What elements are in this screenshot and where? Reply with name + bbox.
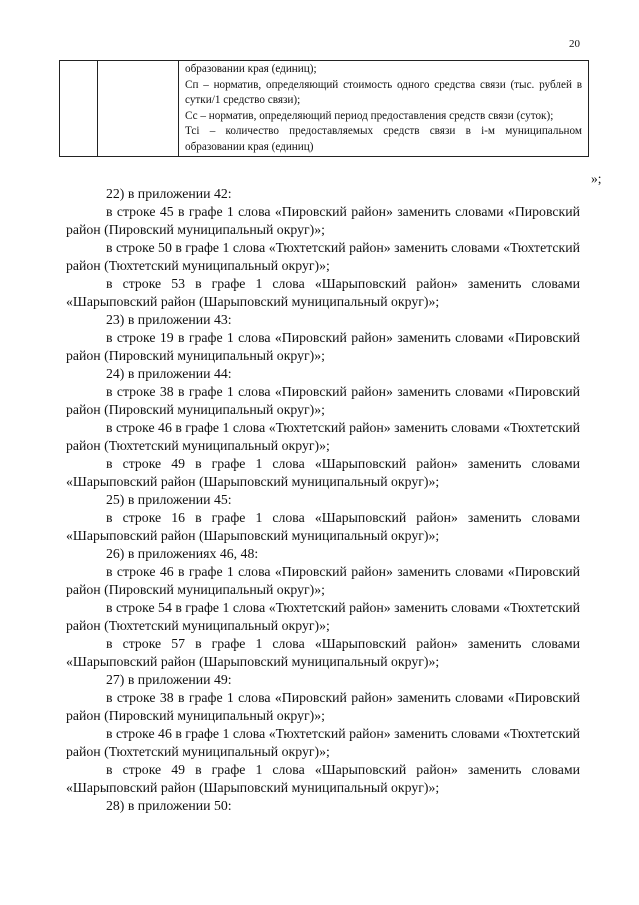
amendment-paragraph: в строке 53 в графе 1 слова «Шарыповский район» заменить словами «Шарыповский район (Шарыповский муниципальный округ)»;	[66, 276, 580, 309]
amendment-paragraph: в строке 45 в графе 1 слова «Пировский район» заменить словами «Пировский район (Пировский муниципальный округ)»;	[66, 204, 580, 237]
definition-line: Сс – норматив, определяющий период предоставления средств связи (суток);	[185, 109, 554, 122]
table-cell-definitions	[179, 61, 589, 157]
document-body	[66, 185, 580, 815]
amendment-paragraph: в строке 38 в графе 1 слова «Пировский район» заменить словами «Пировский район (Пировский муниципальный округ)»;	[66, 690, 580, 723]
definition-line: образовании края (единиц);	[185, 63, 317, 75]
amendment-paragraph: в строке 50 в графе 1 слова «Тюхтетский район» заменить словами «Тюхтетский район (Тюхтетский муниципальный округ)»;	[66, 240, 580, 273]
section-heading: 24) в приложении 44:	[106, 366, 232, 381]
table-row	[60, 61, 589, 157]
amendment-paragraph: в строке 57 в графе 1 слова «Шарыповский район» заменить словами «Шарыповский район (Шарыповский муниципальный округ)»;	[66, 636, 580, 669]
table-cell-1	[60, 61, 98, 157]
amendment-paragraph: в строке 19 в графе 1 слова «Пировский район» заменить словами «Пировский район (Пировский муниципальный округ)»;	[66, 330, 580, 363]
section-heading: 28) в приложении 50:	[106, 798, 232, 813]
table-cell-2	[98, 61, 179, 157]
amendment-paragraph: в строке 54 в графе 1 слова «Тюхтетский район» заменить словами «Тюхтетский район (Тюхтетский муниципальный округ)»;	[66, 600, 580, 633]
section-heading: 22) в приложении 42:	[106, 186, 232, 201]
section-heading: 27) в приложении 49:	[106, 672, 232, 687]
amendment-paragraph: в строке 49 в графе 1 слова «Шарыповский район» заменить словами «Шарыповский район (Шарыповский муниципальный округ)»;	[66, 456, 580, 489]
definition-line: Сп – норматив, определяющий стоимость одного средства связи (тыс. рублей в сутки/1 средство связи);	[185, 78, 582, 107]
amendment-paragraph: в строке 46 в графе 1 слова «Тюхтетский район» заменить словами «Тюхтетский район (Тюхтетский муниципальный округ)»;	[66, 726, 580, 759]
amendment-paragraph: в строке 49 в графе 1 слова «Шарыповский район» заменить словами «Шарыповский район (Шарыповский муниципальный округ)»;	[66, 762, 580, 795]
amendment-paragraph: в строке 38 в графе 1 слова «Пировский район» заменить словами «Пировский район (Пировский муниципальный округ)»;	[66, 384, 580, 417]
section-heading: 23) в приложении 43:	[106, 312, 232, 327]
section-heading: 25) в приложении 45:	[106, 492, 232, 507]
definition-line: Тсі – количество предоставляемых средств связи в i-м муниципальном образовании края (единиц)	[185, 125, 582, 153]
amendment-paragraph: в строке 16 в графе 1 слова «Шарыповский район» заменить словами «Шарыповский район (Шарыповский муниципальный округ)»;	[66, 510, 580, 543]
closing-quote: »;	[591, 171, 602, 186]
section-heading: 26) в приложениях 46, 48:	[106, 546, 259, 561]
definitions-table	[59, 60, 589, 157]
amendment-paragraph: в строке 46 в графе 1 слова «Тюхтетский район» заменить словами «Тюхтетский район (Тюхтетский муниципальный округ)»;	[66, 420, 580, 453]
page-number: 20	[569, 38, 580, 50]
amendment-paragraph: в строке 46 в графе 1 слова «Пировский район» заменить словами «Пировский район (Пировский муниципальный округ)»;	[66, 564, 580, 597]
